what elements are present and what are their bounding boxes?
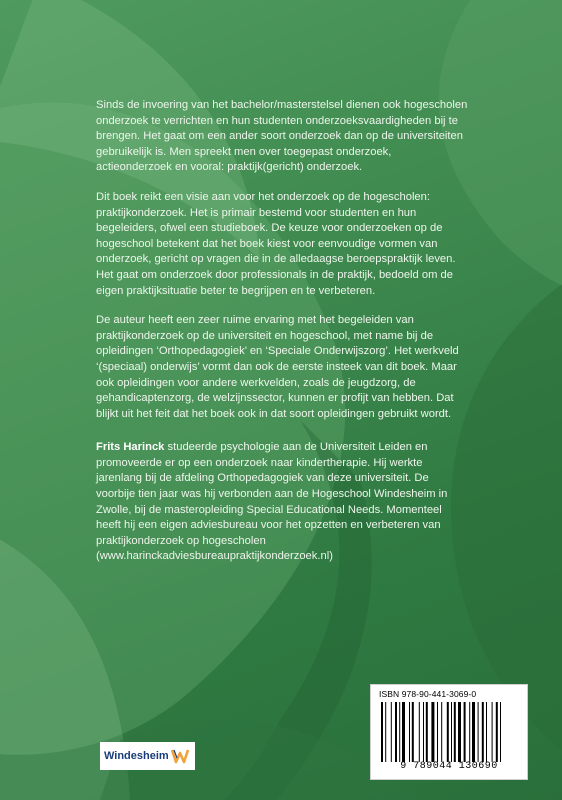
barcode-bar <box>431 702 434 762</box>
barcode-bar <box>500 702 501 762</box>
author-name: Frits Harinck <box>96 441 165 454</box>
barcode-bar <box>426 702 428 762</box>
blurb-paragraph-1: Sinds de invoering van het bachelor/masterstelsel dienen ook hogescholen onderzoek te verrichten en hun studenten onderzoeksvaardigheden bij te brengen. Het gaat om een ander soort onderzoek dan op de universiteiten gebruikelijk is. Men spreekt men over toegepast onderzoek, actieonderzoek en vooral: praktijk(gericht) onderzoek. <box>96 99 468 174</box>
barcode-bar <box>472 702 475 762</box>
barcode-digits: 9 789044 130690 <box>400 761 498 772</box>
barcode-bar <box>412 702 414 762</box>
publisher-name: Windesheim <box>104 750 169 762</box>
barcode-bar <box>385 702 386 762</box>
barcode-bar <box>486 702 487 762</box>
barcode-bar <box>469 702 470 762</box>
barcode-bar <box>458 702 461 762</box>
barcode-bar <box>437 702 438 762</box>
barcode-bar <box>419 702 420 762</box>
author-bio <box>96 440 468 565</box>
barcode-bar <box>482 702 484 762</box>
barcode-bar <box>478 702 479 762</box>
barcode-bar <box>423 702 424 762</box>
barcode-bar <box>441 702 442 762</box>
barcode-bar <box>399 702 400 762</box>
blurb-text <box>96 98 468 579</box>
barcode-bar <box>402 702 405 762</box>
barcode-bar <box>496 702 498 762</box>
windesheim-w-icon <box>171 747 189 765</box>
barcode-bars <box>381 702 517 762</box>
barcode-bar <box>395 702 397 762</box>
barcode-bar <box>464 702 466 762</box>
isbn-number: ISBN 978-90-441-3069-0 <box>379 689 477 699</box>
barcode-bar <box>451 702 452 762</box>
barcode-bar <box>381 702 383 762</box>
isbn-barcode <box>370 684 528 780</box>
blurb-paragraph-3: De auteur heeft een zeer ruime ervaring met het begeleiden van praktijkonderzoek op de universiteit en hogeschool, met name bij de opleidingen ‘Orthopedagogiek’ en ‘Speciale Onderwijszorg’. Het werkveld ‘(speciaal) onderwijs’ vormt dan ook de eerste insteek van dit boek. Maar ook opleidingen voor andere werkvelden, zoals de jeugdzorg, de gehandicaptenzorg, de welzijnssector, kunnen er profijt van hebben. Dat blijkt uit het feit dat het boek ook in dat soort opleidingen gebruikt wordt. <box>96 314 459 420</box>
barcode-bar <box>447 702 449 762</box>
barcode-bar <box>492 702 493 762</box>
publisher-logo <box>100 742 195 770</box>
barcode-bar <box>391 702 392 762</box>
blurb-paragraph-2: Dit boek reikt een visie aan voor het onderzoek op de hogescholen: praktijkonderzoek. Het is primair bestemd voor studenten en hun begeleiders, ofwel een studieboek. De keuze voor onderzoeken op de hogeschool betekent dat het boek kiest voor eenvoudige vormen van onderzoek, gericht op vragen die in de alledaagse beroepspraktijk leven. Het gaat om onderzoek door professionals in de praktijk, bedoeld om de eigen praktijksituatie beter te begrijpen en te verbeteren. <box>96 190 456 297</box>
barcode-bar <box>409 702 410 762</box>
barcode-bar <box>454 702 456 762</box>
author-bio-text: studeerde psychologie aan de Universiteit Leiden en promoveerde er op een onderzoek naar kindertherapie. Hij werkte jarenlang bij de afdeling Orthopedagogiek van deze universiteit. De voorbije tien jaar was hij verbonden aan de Hogeschool Windesheim in Zwolle, bij de masteropleiding Special Educational Needs. Momenteel heeft hij een eigen adviesbureau voor het opzetten en verbeteren van praktijkonderzoek op hogescholen (www.harinckadviesbureaupraktijkonderzoek.nl) <box>96 441 448 563</box>
